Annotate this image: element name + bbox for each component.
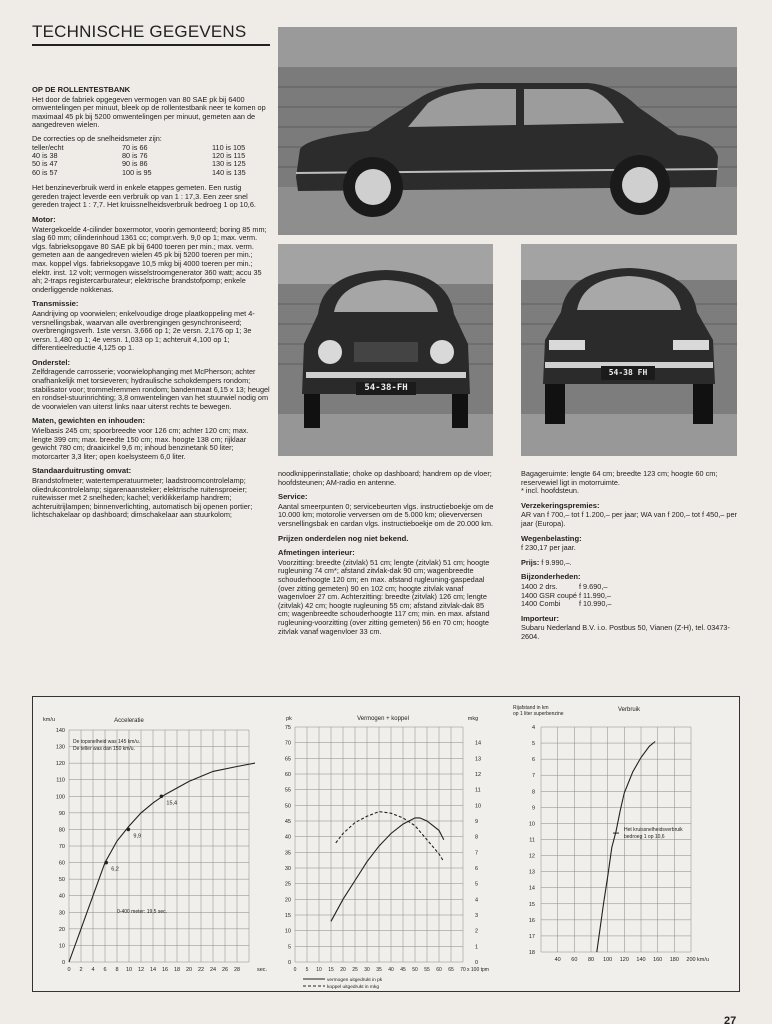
power-x-tick: 5: [305, 967, 309, 973]
model-name: 1400 2 drs.: [521, 581, 558, 591]
fuel-y-tick: 14: [528, 885, 535, 892]
fuel-y-tick: 7: [531, 773, 535, 780]
fuel-title: Verbruik: [617, 707, 641, 713]
model-name: 1400 GSR coupé: [521, 590, 577, 600]
accel-title: Acceleratie: [114, 718, 144, 724]
fuel-annotation: Het kruissnelheidsverbruik: [624, 827, 683, 834]
power-x-tick: 30: [364, 967, 370, 973]
testbank-text: Het door de fabriek opgegeven vermogen van 80 SAE pk bij 6400 omwentelingen per minuut, bleek op de rollentestbank neer te komen op maximaal 45 pk bij 5200 omwentelingen per minuut, gemeten aan de aangedreven wielen.: [32, 94, 266, 130]
model-price: f 9.690,–: [579, 581, 608, 591]
fuel-annotation: bedroeg 1 op 10,6: [624, 834, 665, 841]
power-right-tick: 10: [475, 803, 482, 810]
fuel-y-tick: 9: [531, 805, 535, 812]
accel-x-tick: 8: [115, 967, 119, 973]
power-right-tick: 12: [475, 772, 482, 778]
accel-note: De topsnelheid was 145 km/u.: [73, 739, 140, 745]
section-heading-equipment: Standaarduitrusting omvat:: [32, 466, 132, 476]
power-y-tick: 0: [287, 960, 291, 966]
accel-y-axis-label: km/u: [43, 717, 55, 723]
power-right-tick: 1: [475, 944, 479, 951]
accel-marker: [104, 861, 108, 865]
dimensions-text: Wielbasis 245 cm; spoorbreedte voor 126 cm; achter 120 cm; max. lengte 399 cm; max. breedte 150 cm; max. hoogte 138 cm; rijklaar gewicht 780 cm; draaicirkel 9,6 m; inhoud benzinetank 50 liter; motorcarter 3,3 liter; open koelsysteem 6,0 liter.: [32, 426, 249, 461]
section-heading-dimensions: Maten, gewichten en inhouden:: [32, 416, 146, 426]
accel-x-tick: 12: [137, 967, 145, 973]
section-heading-specials: Bijzonderheden:: [521, 572, 581, 582]
car-side-illustration: [278, 27, 737, 235]
transmission-text: Aandrijving op voorwielen; enkelvoudige droge plaatkoppeling met 4-versnellingsbak, waarvan alle overbrengingen gesynchroniseerd; overbrengingsverh. 1ste versn. 3,666 op 1; 2e versn. 2,176 op 1; 3e versn. 1,480 op 1; 4e versn. 1,033 op 1; achteruit 4,100 op 1; differentieelreductie 4,125 op 1.: [32, 308, 255, 353]
column-2: [278, 470, 494, 638]
section-heading-motor: Motor:: [32, 214, 56, 224]
accel-x-tick: 28: [233, 967, 241, 973]
accel-y-tick: 60: [58, 860, 65, 867]
power-right-axis-label: mkg: [467, 716, 479, 722]
section-heading-transmission: Transmissie:: [32, 299, 79, 309]
power-right-tick: 3: [475, 913, 479, 919]
column-1: [32, 86, 270, 522]
accel-data-label: 6,2: [111, 866, 119, 873]
column-3: [521, 470, 737, 644]
table-cell: 50 is 47: [32, 159, 58, 169]
car-rear-photo: [521, 244, 737, 456]
fuel-x-tick: 40: [554, 957, 561, 963]
power-x-tick: 40: [388, 967, 394, 973]
section-heading-insurance: Verzekeringspremies:: [521, 500, 600, 510]
list-item: [521, 600, 737, 609]
accel-x-tick: 20: [185, 967, 193, 973]
car-front-illustration: [278, 244, 493, 456]
power-right-tick: 4: [475, 897, 479, 904]
table-cell: 40 is 38: [32, 150, 58, 160]
speedometer-correction-table: [32, 144, 252, 178]
price-value: f 9.990,–.: [541, 557, 572, 567]
table-cell: 110 is 105: [212, 142, 246, 152]
accel-y-tick: 50: [58, 877, 65, 884]
charts-panel: [32, 696, 740, 992]
power-x-tick: 65: [448, 967, 454, 973]
accel-y-tick: 80: [58, 827, 65, 834]
power-title: Vermogen + koppel: [357, 716, 409, 722]
power-right-tick: 0: [475, 960, 479, 966]
fuel-y-tick: 6: [531, 757, 535, 764]
accel-y-tick: 40: [58, 893, 65, 900]
parts-prices-note: Prijzen onderdelen nog niet bekend.: [278, 533, 409, 543]
fuel-y-tick: 4: [531, 725, 535, 731]
accel-y-tick: 0: [61, 960, 65, 966]
fuel-y-tick: 12: [528, 853, 535, 860]
power-y-tick: 30: [284, 866, 291, 872]
fuel-x-tick: 60: [571, 957, 578, 963]
rear-license-plate: 54-38 FH: [601, 366, 655, 380]
price-label: Prijs:: [521, 557, 540, 567]
accel-y-tick: 140: [55, 728, 65, 734]
accel-x-tick: 4: [91, 967, 95, 973]
section-heading-interior: Afmetingen interieur:: [278, 548, 355, 558]
accel-y-tick: 100: [55, 794, 65, 801]
model-name: 1400 Combi: [521, 599, 561, 609]
luggage-text: Bagageruimte: lengte 64 cm; breedte 123 cm; hoogte 60 cm; reservewiel ligt in motorruimte.: [521, 469, 718, 487]
power-x-tick: 45: [400, 967, 406, 973]
section-heading-importer: Importeur:: [521, 613, 559, 623]
power-right-tick: 8: [475, 834, 479, 841]
accel-x-tick: 0: [67, 967, 71, 973]
table-cell: 100 is 95: [122, 167, 152, 177]
accel-y-tick: 120: [55, 761, 65, 768]
power-x-tick: 10: [316, 967, 322, 973]
fuel-x-tick: 80: [587, 957, 595, 963]
accel-x-tick: 10: [125, 967, 133, 973]
power-y-tick: 35: [284, 850, 291, 857]
section-heading-road-tax: Wegenbelasting:: [521, 533, 582, 543]
fuel-x-tick: 100: [603, 957, 613, 963]
table-cell: 140 is 135: [212, 167, 246, 177]
road-tax-text: f 230,17 per jaar.: [521, 543, 576, 553]
equipment-continued-text: noodknipperinstallatie; choke op dashboard; handrem op de vloer; hoofdsteunen; AM-radio en antenne.: [278, 469, 492, 487]
fuel-x-axis-label: km/u: [697, 957, 709, 963]
power-x-tick: 25: [352, 967, 358, 973]
power-legend-label: vermogen uitgedrukt in pk: [327, 978, 383, 983]
motor-text: Watergekoelde 4-cilinder boxermotor, voorin gemonteerd; boring 85 mm; slag 60 mm; cilinderinhoud 1361 cc; compr.verh. 9,0 op 1; max. verm. vlgs. fabrieksopgave 80 SAE pk bij 6400 toeren per min.; max. verm. gemeten aan de aangedreven wielen 45 pk bij 5200 toeren per min.; max. koppel vlgs. fabrieksopgave 10,5 mkg bij 4000 toeren per min.; elektr. inst. 12 volt; vermogen wisselstroomgenerator 360 watt; accu 35 ah; 2-traps registercarburateur; elektrische brandstofpomp; enkele onderliggende nokkenas.: [32, 224, 267, 294]
importer-text: Subaru Nederland B.V. i.o. Postbus 50, Vianen (Z-H), tel. 03473-2604.: [521, 623, 730, 641]
power-y-tick: 40: [284, 834, 291, 841]
power-x-tick: 20: [340, 967, 346, 973]
accel-x-tick: 22: [197, 967, 205, 973]
fuel-y-axis-label: Rijafstand in km: [513, 705, 549, 711]
fuel-y-tick: 5: [531, 741, 535, 748]
headrest-footnote: * incl. hoofdsteun.: [521, 486, 580, 496]
accel-y-tick: 70: [58, 844, 65, 850]
power-x-tick: 35: [376, 967, 382, 973]
power-y-tick: 65: [284, 756, 291, 763]
car-side-photo: [278, 27, 737, 235]
page-title: TECHNISCHE GEGEVENS: [32, 22, 270, 46]
fuel-y-tick: 10: [528, 821, 535, 828]
power-right-tick: 9: [475, 819, 479, 825]
power-y-tick: 75: [284, 725, 291, 731]
car-front-photo: [278, 244, 493, 456]
accel-note: 0-400 meter: 19,5 sec.: [117, 909, 168, 915]
power-right-tick: 7: [475, 850, 479, 857]
accel-data-label: 15,4: [166, 800, 178, 807]
fuel-series-line: [597, 742, 655, 953]
power-x-tick: 70: [460, 967, 466, 973]
fuel-x-tick: 140: [636, 957, 646, 963]
power-x-axis-label: x 100 tpm: [467, 967, 489, 973]
accel-marker: [160, 794, 164, 798]
fuel-y-tick: 16: [528, 917, 535, 924]
insurance-text: AR van f 700,– tot f 1.200,– per jaar; WA van f 200,– tot f 450,– per jaar (Europa).: [521, 510, 737, 528]
accel-y-tick: 30: [58, 910, 65, 917]
power-right-tick: 11: [475, 787, 481, 794]
power-x-tick: 15: [328, 967, 334, 973]
power-y-tick: 45: [284, 819, 291, 825]
fuel-x-tick: 120: [619, 957, 629, 963]
power-right-tick: 2: [475, 928, 479, 935]
chassis-text: Zelfdragende carrosserie; voorwielophanging met McPherson; achter onafhankelijk met torsieveren; hydraulische schokdempers rondom; stabilisator voor; trommelremmen rondom; bandenmaat 6,15 x 13; heugel en rondsel-stuurinrichting; 3,8 omwentelingen van het stuurwiel nodig om de voorwielen van uiterst links naar uiterst rechts te bewegen.: [32, 367, 270, 411]
power-y-tick: 20: [284, 897, 291, 904]
fuel-y-tick: 15: [528, 901, 535, 908]
section-heading-service: Service:: [278, 492, 308, 502]
fuel-y-tick: 11: [529, 837, 535, 844]
power-right-tick: 13: [475, 756, 482, 763]
accel-x-tick: 2: [79, 967, 83, 973]
power-right-tick: 14: [475, 740, 482, 747]
accel-y-tick: 20: [58, 926, 65, 933]
accel-x-tick: 24: [209, 967, 217, 973]
torque-legend-label: koppel uitgedrukt in mkg: [327, 985, 379, 990]
power-x-tick: 50: [412, 967, 418, 973]
fuel-y-axis-label: op 1 liter superbenzine: [513, 711, 564, 717]
fuel-y-tick: 8: [531, 789, 535, 796]
accel-x-tick: 26: [221, 967, 229, 973]
accel-x-tick: 6: [103, 967, 107, 973]
power-y-tick: 10: [284, 928, 291, 935]
equipment-text: Brandstofmeter; watertemperatuurmeter; laadstroomcontrolelamp; oliedrukcontrolelamp; sigarenaansteker; elektrische ruitensproeier; ruitewisser met 2 snelheden; kachel; verklikkerlamp handrem; achteruitrijlampen; binnenverlichting, automatisch bij openen portier; lichtschakelaar op dashboard; dimschakelaar aan stuurkolom;: [32, 476, 253, 520]
section-heading-chassis: Onderstel:: [32, 357, 70, 367]
fuel-y-tick: 17: [528, 933, 535, 940]
car-rear-illustration: [521, 244, 737, 456]
table-cell: 70 is 66: [122, 142, 148, 152]
accel-y-tick: 10: [58, 943, 65, 950]
accel-data-label: 9,9: [133, 833, 142, 840]
power-x-tick: 55: [424, 967, 430, 973]
power-y-tick: 15: [284, 913, 291, 919]
accel-marker: [127, 828, 131, 832]
fuel-x-tick: 160: [653, 957, 663, 963]
table-cell: 60 is 57: [32, 167, 58, 177]
power-right-tick: 5: [475, 881, 479, 888]
table-cell: 90 is 86: [122, 159, 148, 169]
power-y-tick: 5: [287, 944, 291, 951]
page-number: 27: [724, 1015, 737, 1024]
fuel-consumption-text: Het benzineverbruik werd in enkele etappes gemeten. Een rustig gereden traject leverde een verbruik op van 1 : 17,3. Een zeer snel gereden traject 1 : 7,7. Het kruissnelheidsverbruik bedroeg 1 op 10,6.: [32, 183, 256, 210]
table-cell: teller/echt: [32, 142, 64, 152]
power-y-tick: 55: [284, 787, 291, 794]
table-cell: 130 is 125: [212, 159, 246, 169]
power-y-tick: 60: [284, 772, 291, 778]
model-price: f 11.990,–: [579, 590, 611, 600]
fuel-y-tick: 13: [528, 869, 535, 876]
power-right-tick: 6: [475, 866, 479, 872]
model-price: f 10.990,–: [579, 599, 612, 609]
accel-x-axis-label: sec.: [257, 967, 268, 973]
accel-x-tick: 14: [149, 967, 157, 973]
fuel-x-tick: 200: [686, 957, 696, 963]
table-cell: 80 is 76: [122, 150, 148, 160]
accel-y-tick: 90: [58, 810, 65, 817]
table-row: [32, 169, 252, 177]
power-y-tick: 70: [284, 740, 291, 747]
accel-x-tick: 16: [161, 967, 169, 973]
interior-text: Voorzitting: breedte (zitvlak) 51 cm; lengte (zitvlak) 51 cm; hoogte rugleuning 74 cm*; afstand zitvlak-dak 90 cm; wagenbreedte schouderhoogte 120 cm; en max. afstand rugleuning-gaspedaal (over zitting gemeten) 90 en 102 cm; hoogte zitvlak vanaf wagenvloer 27 cm. Achterzitting: breedte (zitvlak) 126 cm; lengte (zitvlak) 42 cm; hoogte rugleuning 55 cm; afstand zitvlak-dak 85 cm; wagenbreedte schouderhoogte 117 cm; min. en max. afstand rugleuning-voorzitting (over zitting gemeten) 56 en 70 cm; hoogte zitvlak vanaf wagenvloer 33 cm.: [278, 557, 490, 636]
accel-y-tick: 130: [55, 744, 65, 751]
service-text: Aantal smeerpunten 0; servicebeurten vlgs. instructieboekje om de 10.000 km; motorolie verversen om de 5.000 km; olieverversen versnellingsbak en cardan vlgs. instructieboekje om de 20.000 km.: [278, 501, 494, 528]
power-x-tick: 0: [293, 967, 297, 973]
fuel-x-tick: 180: [669, 957, 679, 963]
table-cell: 120 is 115: [212, 150, 246, 160]
accel-y-tick: 110: [56, 777, 65, 784]
model-price-list: [521, 583, 737, 609]
correction-intro: De correcties op de snelheidsmeter zijn:: [32, 133, 162, 143]
performance-charts: [33, 697, 739, 991]
accel-x-tick: 18: [173, 967, 181, 973]
accel-note: De teller was dan 150 km/u.: [73, 746, 135, 752]
front-license-plate: 54-38-FH: [356, 382, 416, 395]
power-y-tick: 25: [284, 881, 291, 888]
power-x-tick: 60: [436, 967, 442, 973]
fuel-y-tick: 18: [528, 950, 535, 956]
power-y-tick: 50: [284, 803, 291, 810]
power-y-axis-label: pk: [286, 716, 292, 722]
section-heading-testbank: OP DE ROLLENTESTBANK: [32, 85, 131, 94]
